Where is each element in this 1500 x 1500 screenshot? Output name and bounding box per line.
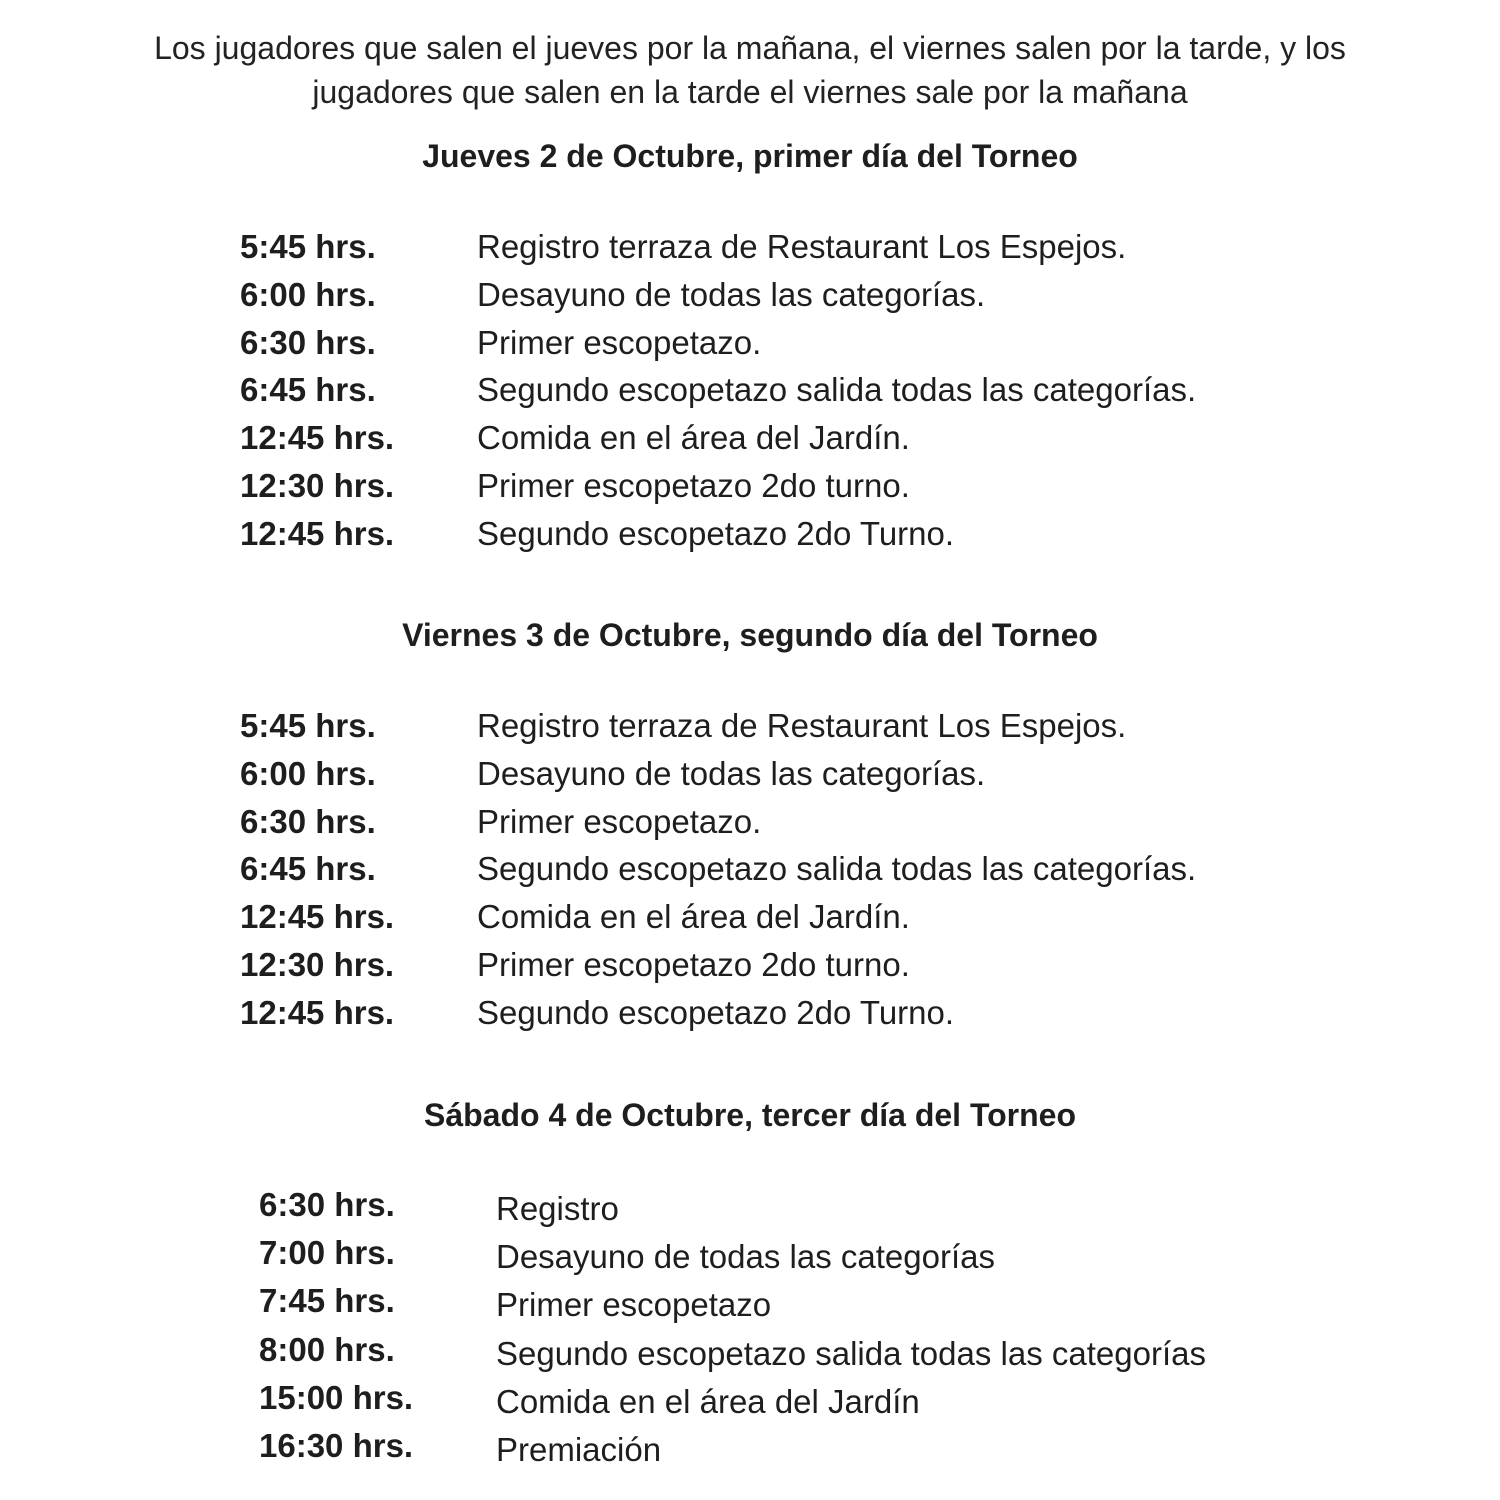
- schedule-activity: Comida en el área del Jardín.: [477, 898, 910, 936]
- schedule-time: 12:30 hrs.: [240, 466, 395, 504]
- schedule-time: 6:30 hrs.: [240, 323, 376, 361]
- schedule-row: [0, 803, 1500, 851]
- schedule-activity: Primer escopetazo 2do turno.: [477, 945, 910, 983]
- schedule-row: [0, 1282, 1500, 1330]
- day-heading-friday: Viernes 3 de Octubre, segundo día del Torneo: [402, 617, 1098, 653]
- schedule-activity: Segundo escopetazo 2do Turno.: [477, 514, 955, 552]
- schedule-time: 12:30 hrs.: [240, 945, 395, 983]
- schedule-row: [0, 1427, 1500, 1475]
- schedule-activity: Desayuno de todas las categorías: [496, 1238, 995, 1276]
- schedule-activity: Segundo escopetazo salida todas las categorías: [496, 1334, 1206, 1372]
- schedule-time: 6:00 hrs.: [240, 275, 376, 313]
- schedule-activity: Premiación: [496, 1430, 662, 1468]
- intro-line-2: jugadores que salen en la tarde el viernes sale por la mañana: [312, 74, 1188, 110]
- schedule-activity: Segundo escopetazo salida todas las categorías.: [477, 371, 1197, 409]
- schedule-activity: Desayuno de todas las categorías.: [477, 275, 986, 313]
- schedule-row: [0, 946, 1500, 994]
- schedule-time: 6:30 hrs.: [240, 802, 376, 840]
- schedule-activity: Segundo escopetazo salida todas las categorías.: [477, 850, 1197, 888]
- schedule-row: [0, 898, 1500, 946]
- schedule-row: [0, 1234, 1500, 1282]
- day-heading-thursday: Jueves 2 de Octubre, primer día del Torneo: [422, 138, 1078, 174]
- intro-line-1: Los jugadores que salen el jueves por la mañana, el viernes salen por la tarde, y los: [154, 30, 1346, 66]
- schedule-time: 12:45 hrs.: [240, 898, 395, 936]
- schedule-row: [0, 707, 1500, 755]
- schedule-row: [0, 1331, 1500, 1379]
- schedule-time: 6:45 hrs.: [240, 850, 376, 888]
- schedule-activity: Primer escopetazo.: [477, 802, 762, 840]
- schedule-activity: Primer escopetazo 2do turno.: [477, 466, 910, 504]
- schedule-activity: Comida en el área del Jardín.: [477, 419, 910, 457]
- schedule-time: 6:45 hrs.: [240, 371, 376, 409]
- schedule-activity: Desayuno de todas las categorías.: [477, 754, 986, 792]
- schedule-activity: Registro: [496, 1190, 619, 1227]
- schedule-activity: Primer escopetazo.: [477, 323, 762, 361]
- schedule-row: [0, 1186, 1500, 1234]
- schedule-row: [0, 515, 1500, 563]
- schedule-saturday: [0, 1186, 1500, 1475]
- schedule-row: [0, 276, 1500, 324]
- schedule-row: [0, 371, 1500, 419]
- schedule-time: 5:45 hrs.: [240, 228, 376, 265]
- day-heading-saturday: Sábado 4 de Octubre, tercer día del Torneo: [423, 1097, 1076, 1133]
- intro-note: [60, 26, 1440, 114]
- schedule-activity: Segundo escopetazo 2do Turno.: [477, 993, 955, 1031]
- schedule-activity: Comida en el área del Jardín: [496, 1382, 920, 1420]
- schedule-friday: [0, 707, 1500, 1042]
- schedule-row: [0, 994, 1500, 1042]
- schedule-time: 16:30 hrs.: [259, 1426, 414, 1464]
- schedule-time: 7:45 hrs.: [259, 1282, 395, 1320]
- schedule-time: 15:00 hrs.: [259, 1378, 414, 1416]
- schedule-activity: Registro terraza de Restaurant Los Espejos.: [477, 228, 1127, 265]
- schedule-activity: Registro terraza de Restaurant Los Espejos.: [477, 707, 1127, 744]
- schedule-time: 12:45 hrs.: [240, 993, 395, 1031]
- schedule-row: [0, 467, 1500, 515]
- schedule-row: [0, 850, 1500, 898]
- schedule-row: [0, 324, 1500, 372]
- schedule-time: 12:45 hrs.: [240, 419, 395, 457]
- schedule-time: 6:00 hrs.: [240, 754, 376, 792]
- schedule-thursday: [0, 228, 1500, 563]
- schedule-time: 7:00 hrs.: [259, 1234, 395, 1272]
- schedule-row: [0, 755, 1500, 803]
- schedule-row: [0, 419, 1500, 467]
- schedule-time: 6:30 hrs.: [259, 1186, 395, 1223]
- schedule-time: 5:45 hrs.: [240, 707, 376, 744]
- schedule-row: [0, 228, 1500, 276]
- schedule-activity: Primer escopetazo: [496, 1286, 772, 1324]
- schedule-time: 8:00 hrs.: [259, 1330, 395, 1368]
- schedule-row: [0, 1379, 1500, 1427]
- schedule-time: 12:45 hrs.: [240, 514, 395, 552]
